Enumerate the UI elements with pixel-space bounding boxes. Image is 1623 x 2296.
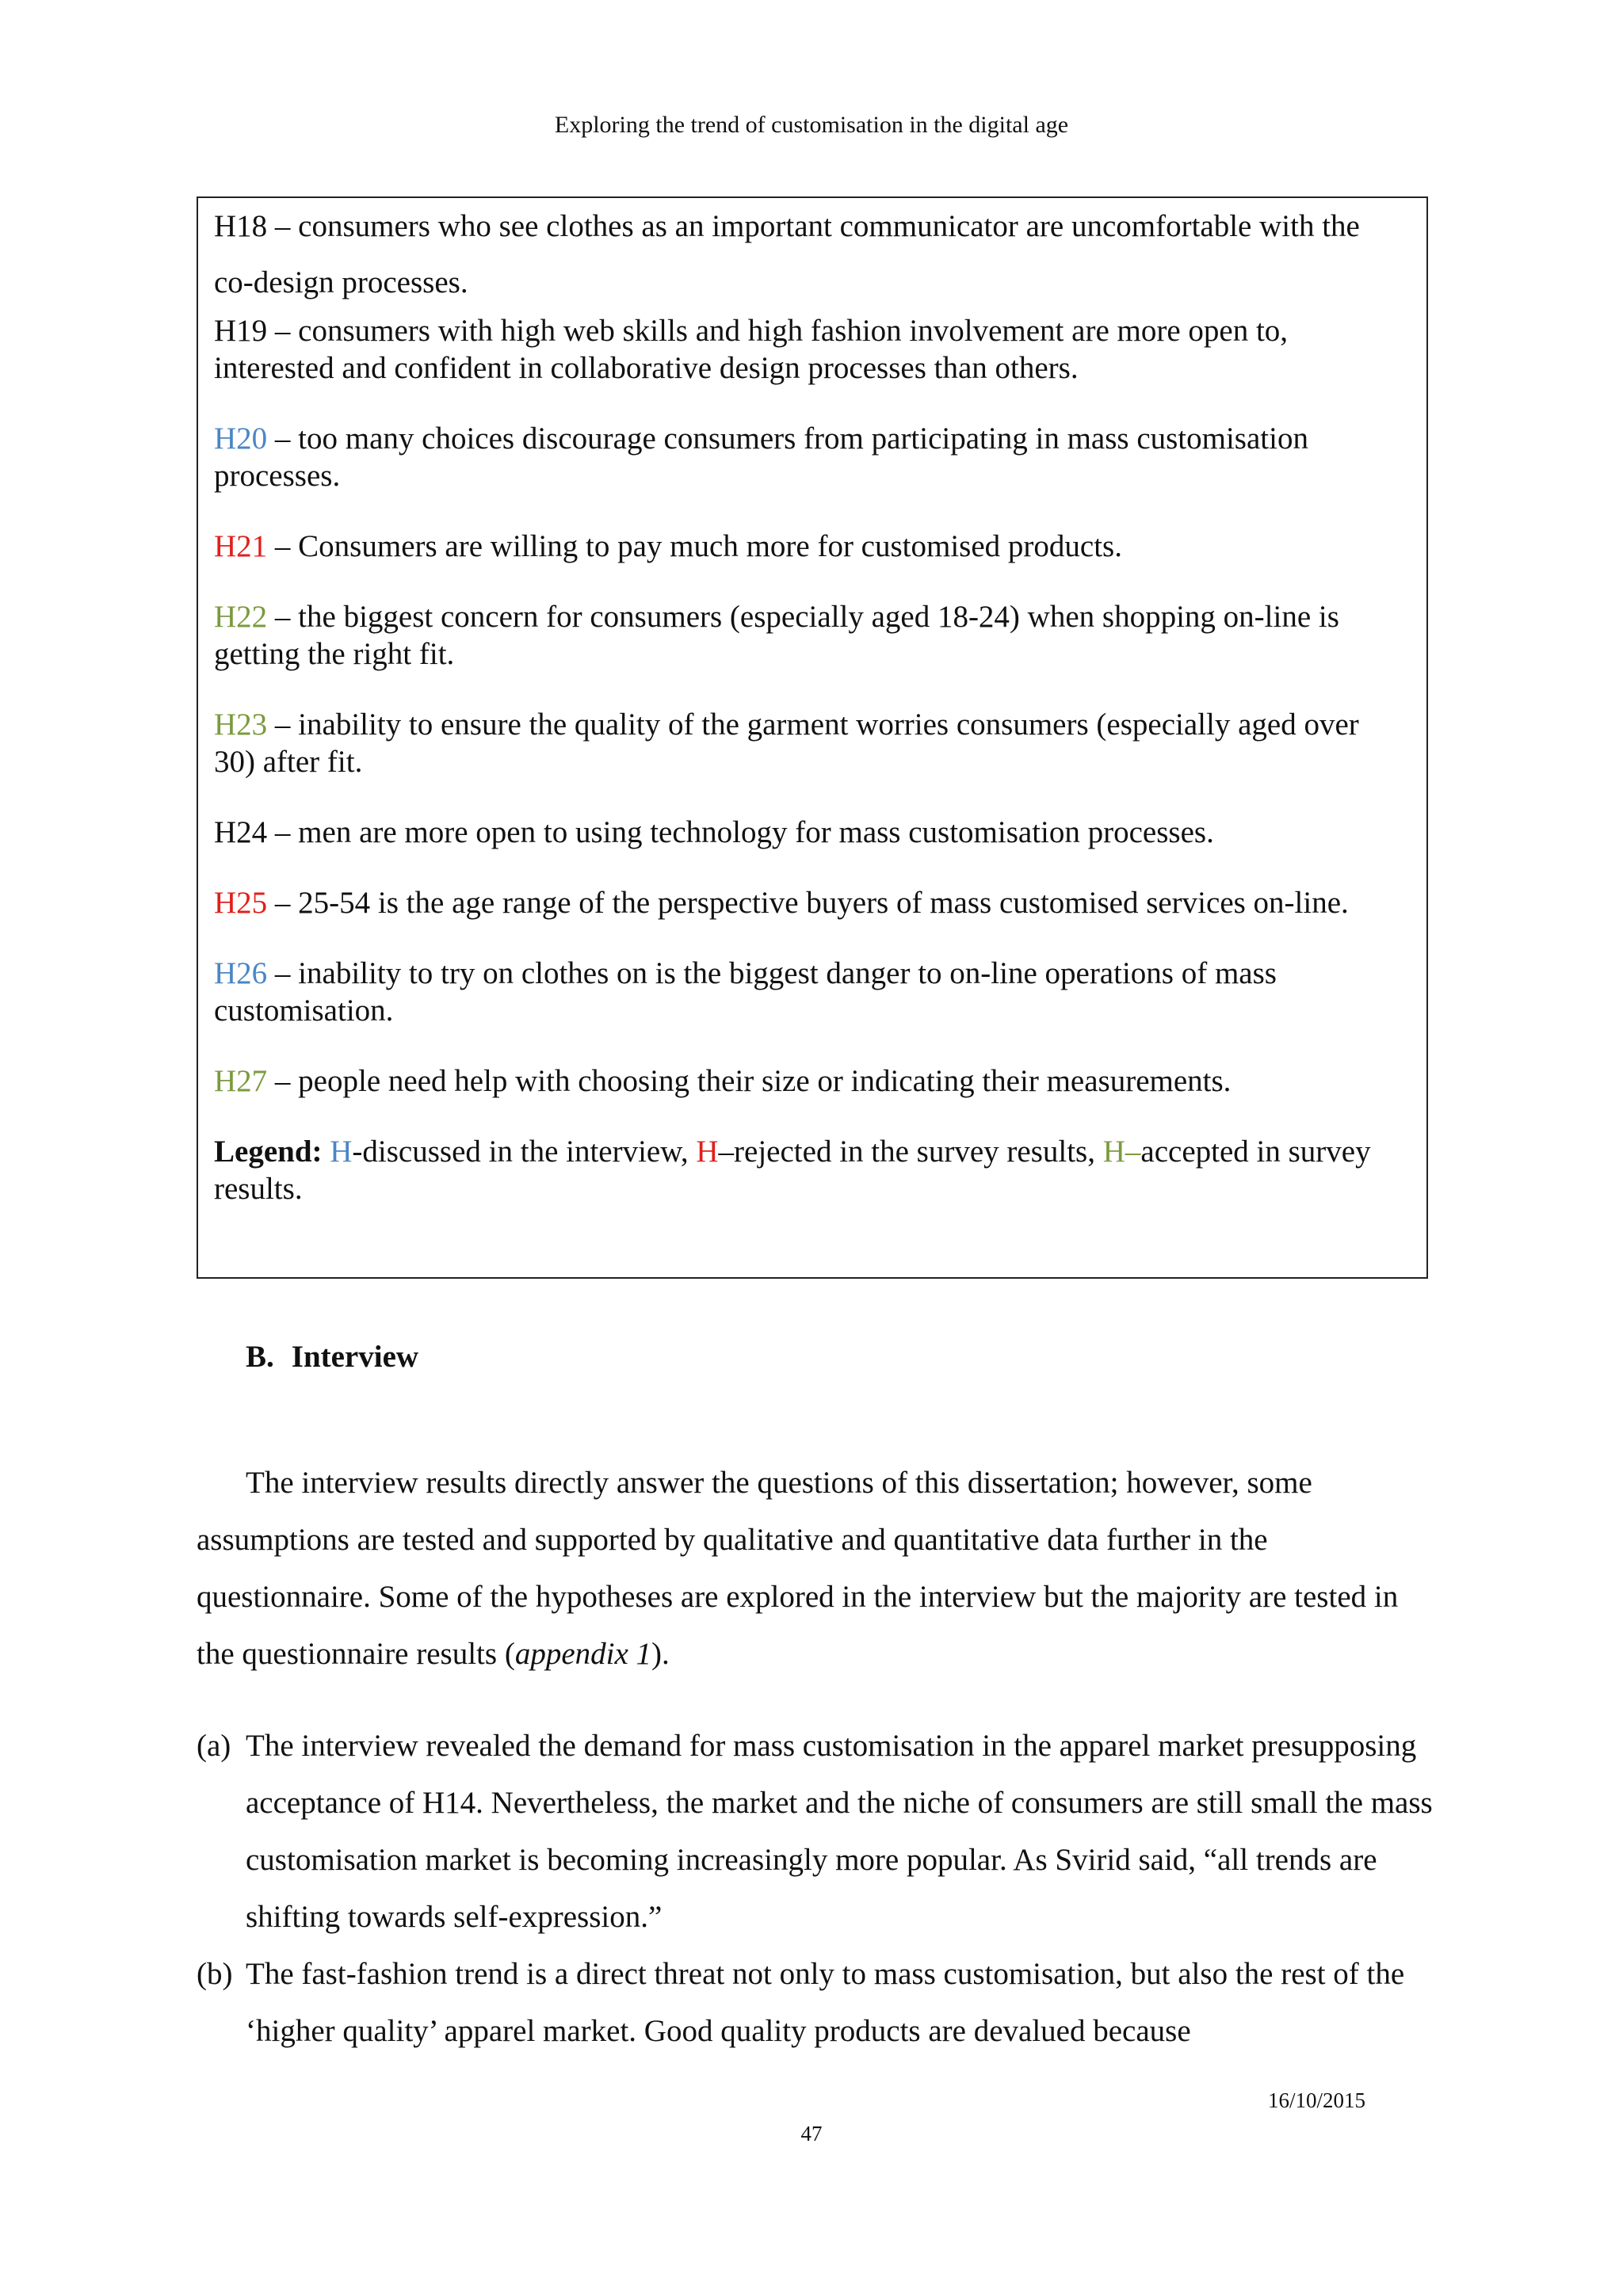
list-marker: (a)	[197, 1729, 231, 1763]
list-marker: (b)	[197, 1957, 233, 1991]
hypothesis-code: H27	[214, 1064, 268, 1098]
hypothesis-item	[214, 955, 1406, 1029]
list-item-text: The fast-fashion trend is a direct threat not only to mass customisation, but also the rest of the ‘higher quality’ apparel market. Good quality products are devalued because	[246, 1957, 1405, 2048]
paragraph-end: ).	[651, 1637, 670, 1671]
findings-list	[197, 1718, 1449, 2060]
hypothesis-code: H25	[214, 886, 268, 920]
hypothesis-text: – too many choices discourage consumers from participating in mass customisation processes.	[214, 421, 1308, 493]
legend-rejected-label: –rejected in the survey results,	[718, 1135, 1103, 1169]
hypothesis-code: H22	[214, 600, 268, 634]
hypothesis-text: – inability to ensure the quality of the garment worries consumers (especially aged over 30) after fit.	[214, 707, 1359, 779]
legend-rejected-mark: H	[696, 1135, 719, 1169]
hypotheses-box	[197, 196, 1428, 1279]
hypothesis-code: H26	[214, 956, 268, 990]
hypothesis-item	[214, 598, 1406, 673]
section-title: Interview	[291, 1340, 419, 1374]
page-number: 47	[800, 2122, 823, 2145]
section-letter: B.	[246, 1340, 274, 1374]
running-header: Exploring the trend of customisation in the digital age	[554, 112, 1069, 138]
hypothesis-code: H24	[214, 815, 268, 849]
legend-title: Legend:	[214, 1135, 323, 1169]
legend-accepted-mark: H–	[1102, 1135, 1141, 1169]
body-paragraph	[197, 1455, 1433, 1683]
legend-discussed-label: -discussed in the interview,	[352, 1135, 697, 1169]
list-item-text: The interview revealed the demand for mass customisation in the apparel market presupposing acceptance of H14. Nevertheless, the market and the niche of consumers are still small the mass customisation market is becoming increasingly more popular. As Svirid said, “all trends are shifting towards self-expression.”	[246, 1729, 1433, 1934]
list-item	[197, 1718, 1449, 1946]
legend	[214, 1133, 1406, 1207]
hypothesis-text: – people need help with choosing their size or indicating their measurements.	[267, 1064, 1232, 1098]
hypothesis-item	[214, 420, 1406, 494]
hypothesis-code: H21	[214, 529, 268, 563]
hypothesis-code: H20	[214, 421, 268, 456]
hypothesis-item	[214, 1062, 1406, 1100]
hypothesis-item	[214, 706, 1406, 780]
hypothesis-text: – consumers who see clothes as an important communicator are uncomfortable with the co-design processes.	[214, 209, 1360, 299]
legend-accepted-label: accepted in survey results.	[214, 1135, 1371, 1206]
hypothesis-item	[214, 198, 1406, 311]
paragraph-text: The interview results directly answer the questions of this dissertation; however, some assumptions are tested and supported by qualitative and quantitative data further in the questionnaire. Some of the hypotheses are explored in the interview but the majority are tested in the questionnaire results (	[197, 1466, 1399, 1671]
list-item	[197, 1946, 1449, 2060]
hypothesis-code: H18	[214, 209, 268, 243]
hypothesis-text: – inability to try on clothes on is the biggest danger to on-line operations of mass customisation.	[214, 956, 1277, 1028]
hypothesis-text: – Consumers are willing to pay much more for customised products.	[267, 529, 1122, 563]
appendix-reference: appendix 1	[514, 1637, 652, 1671]
hypothesis-item	[214, 312, 1406, 387]
hypothesis-text: – consumers with high web skills and high fashion involvement are more open to, interested and confident in collaborative design processes than others.	[214, 314, 1289, 385]
hypothesis-text: – 25-54 is the age range of the perspective buyers of mass customised services on-line.	[267, 886, 1349, 920]
legend-discussed-mark: H	[330, 1135, 353, 1169]
section-heading	[246, 1337, 418, 1377]
hypothesis-item	[214, 528, 1406, 565]
hypothesis-text: – the biggest concern for consumers (especially aged 18-24) when shopping on-line is getting the right fit.	[214, 600, 1339, 671]
hypothesis-code: H23	[214, 707, 268, 742]
hypothesis-code: H19	[214, 314, 268, 348]
hypothesis-text: – men are more open to using technology for mass customisation processes.	[267, 815, 1214, 849]
hypothesis-item	[214, 814, 1406, 851]
footer-date: 16/10/2015	[1268, 2088, 1366, 2112]
hypothesis-item	[214, 884, 1406, 921]
